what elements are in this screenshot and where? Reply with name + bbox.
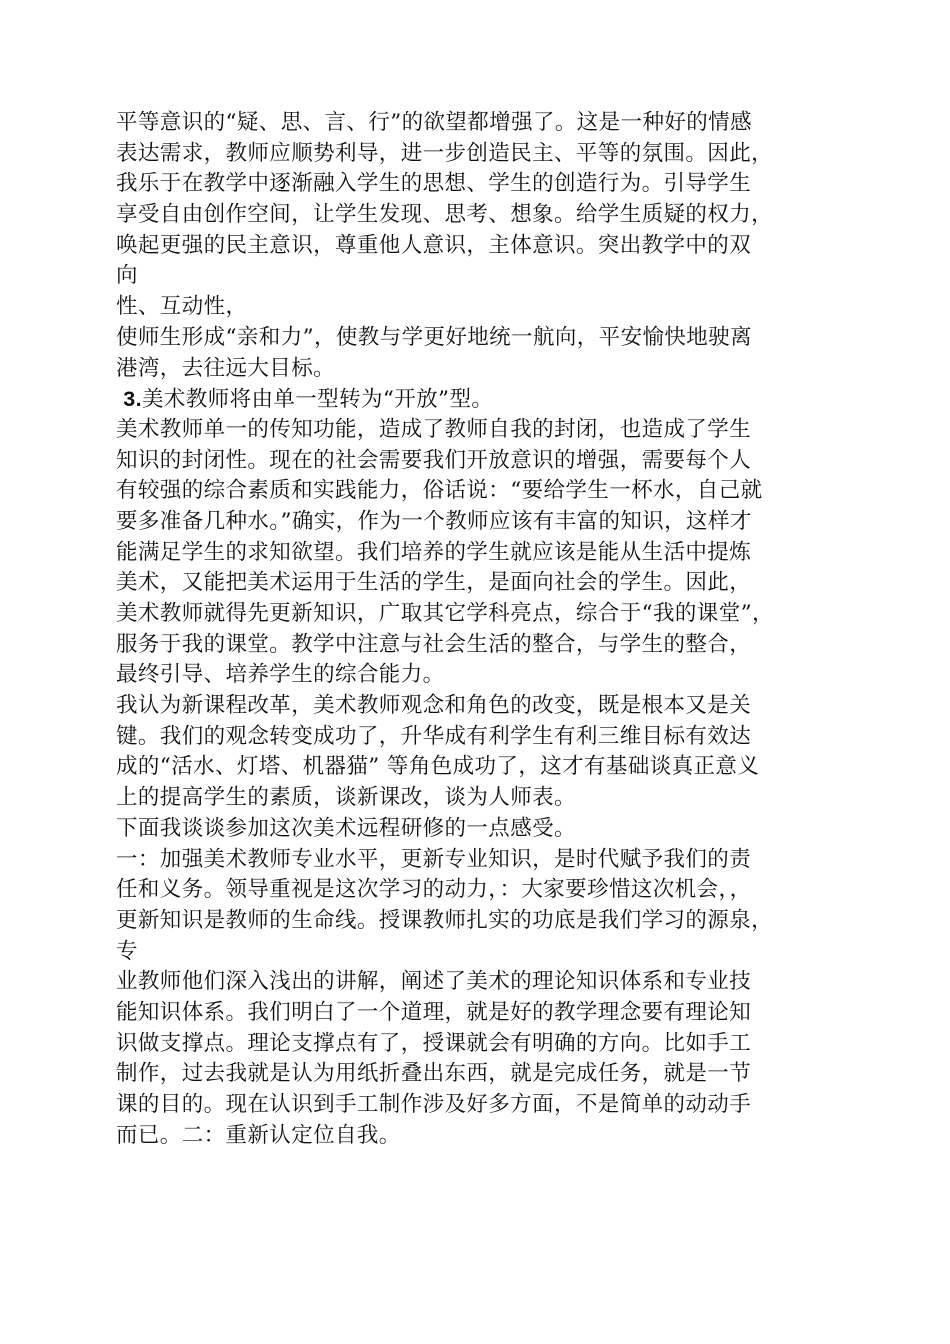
text-line: 使师生形成“亲和力”，使教与学更好地统一航向，平安愉快地驶离: [116, 324, 752, 350]
heading-text: 美术教师将由单一型转为“开放”型。: [141, 387, 494, 413]
text-line: 有较强的综合素质和实践能力，俗话说：“要给学生一杯水，自己就: [116, 478, 763, 504]
text-line: 下面我谈谈参加这次美术远程研修的一点感受。: [116, 815, 576, 841]
text-line: 键。我们的观念转变成功了，升华成有利学生有利三维目标有效达: [116, 723, 752, 749]
text-line: 任和义务。领导重视是这次学习的动力，：大家要珍惜这次机会，，: [116, 877, 752, 903]
text-line: 服务于我的课堂。教学中注意与社会生活的整合，与学生的整合，: [116, 631, 752, 657]
text-line: 能知识体系。我们明白了一个道理，就是好的教学理念要有理论知: [116, 999, 752, 1025]
text-line: 我认为新课程改革，美术教师观念和角色的改变，既是根本又是关: [116, 693, 752, 719]
text-line: 表达需求，教师应顺势利导，进一步创造民主、平等的氛围。因此，: [116, 140, 774, 166]
text-line: 美术教师单一的传知功能，造成了教师自我的封闭，也造成了学生: [116, 416, 752, 442]
text-line: 课的目的。现在认识到手工制作涉及好多方面，不是简单的动动手: [116, 1092, 752, 1117]
body-text: [116, 108, 876, 1151]
text-line: 成的“活水、灯塔、机器猫” 等角色成功了，这才有基础谈真正意义: [116, 754, 760, 780]
text-line: 上的提高学生的素质，谈新课改，谈为人师表。: [116, 785, 576, 811]
text-line: 港湾，去往远大目标。: [116, 355, 336, 381]
text-line: 知识的封闭性。现在的社会需要我们开放意识的增强，需要每个人: [116, 447, 752, 473]
text-line: 一：加强美术教师专业水平，更新专业知识，是时代赋予我们的责: [116, 846, 752, 872]
text-line: 更新知识是教师的生命线。授课教师扎实的功底是我们学习的源泉，: [116, 907, 774, 933]
text-line: 业教师他们深入浅出的讲解，阐述了美术的理论知识体系和专业技: [116, 969, 752, 995]
text-line: 美术，又能把美术运用于生活的学生，是面向社会的学生。因此，: [116, 570, 752, 596]
text-line: 唤起更强的民主意识，尊重他人意识，主体意识。突出教学中的双: [116, 232, 752, 258]
section-heading: [116, 384, 876, 415]
text-line: 享受自由创作空间，让学生发现、思考、想象。给学生质疑的权力，: [116, 202, 774, 228]
text-line: 我乐于在教学中逐渐融入学生的思想、学生的创造行为。引导学生: [116, 171, 752, 197]
text-line: 最终引导、培养学生的综合能力。: [116, 662, 445, 688]
text-line: 性、互动性，: [116, 294, 248, 320]
text-line: 专: [116, 938, 138, 964]
text-line: 制作，过去我就是认为用纸折叠出东西，就是完成任务，就是一节: [116, 1061, 752, 1087]
text-line: 能满足学生的求知欲望。我们培养的学生就应该是能从生活中提炼: [116, 539, 752, 565]
text-line: 美术教师就得先更新知识，广取其它学科亮点，综合于“我的课堂”，: [116, 601, 774, 626]
text-line: 识做支撑点。理论支撑点有了，授课就会有明确的方向。比如手工: [116, 1030, 752, 1056]
text-line: 而已。二：重新认定位自我。: [116, 1122, 401, 1148]
text-line: 要多准备几种水。”确实，作为一个教师应该有丰富的知识，这样才: [116, 508, 752, 534]
heading-number: 3.: [123, 387, 142, 412]
text-line: 向: [116, 263, 138, 289]
text-line: 平等意识的“疑、思、言、行”的欲望都增强了。这是一种好的情感: [116, 110, 752, 135]
